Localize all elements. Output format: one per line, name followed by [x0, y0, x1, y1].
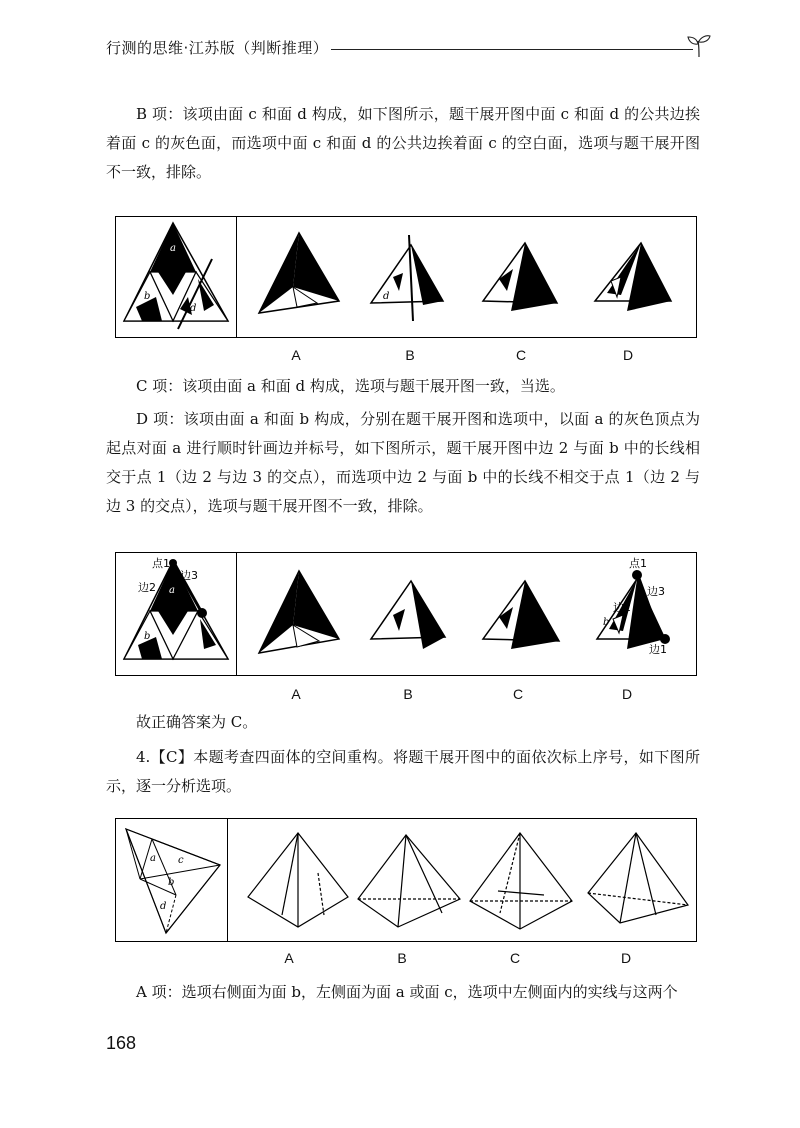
figure-1-label-d: D [622, 347, 634, 363]
figure-3-option-a [248, 833, 348, 927]
figure-2-label-b: B [403, 686, 413, 702]
sprout-icon [686, 33, 712, 59]
figure-3-label-c: C [509, 950, 521, 966]
svg-text:d: d [160, 901, 167, 912]
svg-text:b: b [144, 291, 151, 302]
figure-3-option-d [588, 833, 688, 923]
figure-1-label-a: A [291, 347, 301, 363]
figure-2 [115, 552, 697, 676]
svg-text:d: d [383, 291, 390, 302]
svg-text:点1: 点1 [152, 557, 170, 570]
paragraph-a-item: A 项：选项右侧面为面 b，左侧面为面 a 或面 c，选项中左侧面内的实线与这两个 [136, 983, 678, 1001]
svg-text:c: c [171, 275, 177, 286]
paragraph-b-item: B 项：该项由面 c 和面 d 构成，如下图所示，题干展开图中面 c 和面 d 的公共边挨着面 c 的灰色面，而选项中面 c 和面 d 的公共边挨着面 c 的空白面，选项与题干展开图不一致，排除。 [106, 105, 700, 181]
figure-3-option-c [470, 833, 572, 929]
svg-text:b: b [168, 877, 175, 888]
svg-text:d: d [190, 303, 197, 314]
figure-3 [115, 818, 697, 942]
figure-3-options [228, 819, 696, 943]
svg-text:边3: 边3 [180, 569, 198, 582]
figure-2-options [237, 553, 697, 677]
figure-1-option-d [595, 243, 671, 311]
svg-text:b: b [144, 631, 151, 642]
figure-1 [115, 216, 697, 338]
page-number: 168 [106, 1033, 137, 1053]
svg-text:a: a [169, 585, 175, 596]
figure-2-option-a [259, 571, 339, 653]
figure-3-net [116, 819, 227, 943]
paragraph-c-item: C 项：该项由面 a 和面 d 构成，选项与题干展开图一致，当选。 [136, 377, 565, 395]
header-title: 行测的思维·江苏版（判断推理） [106, 39, 329, 57]
figure-1-option-a [259, 233, 339, 313]
figure-3-label-d: D [620, 950, 632, 966]
figure-2-option-c [483, 581, 559, 649]
svg-text:c: c [178, 855, 184, 866]
svg-text:c: c [172, 615, 178, 626]
figure-1-options [237, 217, 697, 339]
figure-3-label-a: A [284, 950, 294, 966]
paragraph-question-4: 4.【C】本题考查四面体的空间重构。将题干展开图中的面依次标上序号，如下图所示，逐一分析选项。 [106, 748, 700, 795]
figure-1-net [116, 217, 236, 339]
paragraph-d-item: D 项：该项由面 a 和面 b 构成，分别在题干展开图和选项中，以面 a 的灰色顶点为起点对面 a 进行顺时针画边并标号，如下图所示，题干展开图中边 2 与面 b 中的长线相交于点 1（边 2 与边 3 的交点），而选项中边 2 与面 b 中的长线不相交于点 1（边 2 与边 3 的交点），选项与题干展开图不一致，排除。 [106, 410, 700, 515]
figure-3-option-b [358, 835, 460, 927]
svg-text:边3: 边3 [647, 585, 665, 598]
figure-1-option-c [483, 243, 557, 311]
svg-text:a: a [150, 853, 156, 864]
paragraph-conclusion: 故正确答案为 C。 [136, 713, 258, 731]
figure-1-option-b [371, 235, 443, 321]
svg-text:b: b [603, 617, 610, 628]
figure-2-net [116, 553, 236, 677]
running-header [106, 35, 706, 61]
svg-text:a: a [170, 243, 176, 254]
figure-2-option-d [597, 556, 670, 656]
svg-text:点1: 点1 [629, 557, 647, 570]
svg-text:边1: 边1 [649, 643, 667, 656]
svg-text:边2: 边2 [613, 601, 631, 614]
figure-2-label-c: C [512, 686, 524, 702]
header-rule [331, 49, 693, 50]
figure-2-label-d: D [621, 686, 633, 702]
figure-1-label-c: C [515, 347, 527, 363]
svg-text:边2: 边2 [138, 581, 156, 594]
figure-2-label-a: A [291, 686, 301, 702]
figure-3-label-b: B [397, 950, 407, 966]
figure-1-label-b: B [405, 347, 415, 363]
figure-2-option-b [371, 581, 445, 649]
